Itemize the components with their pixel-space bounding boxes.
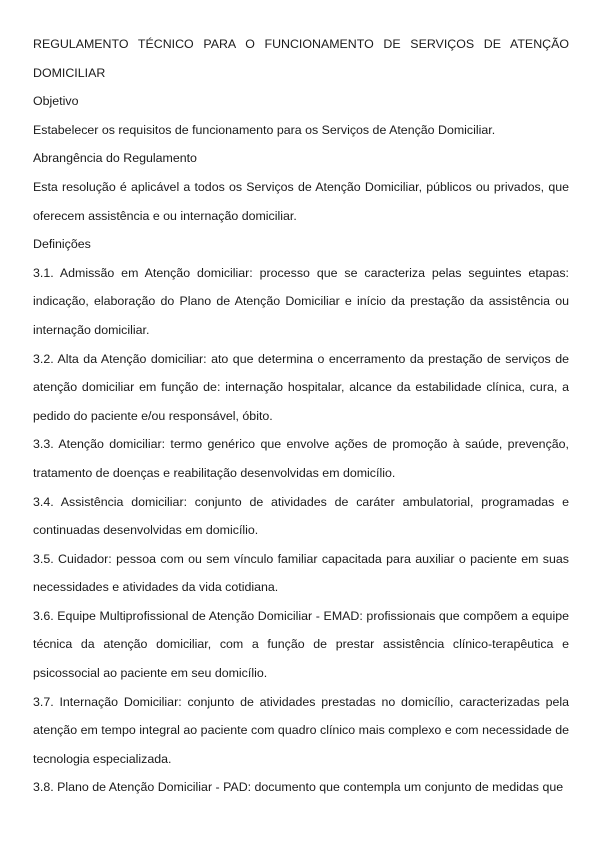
definition-3-7: 3.7. Internação Domiciliar: conjunto de atividades prestadas no domicílio, caracterizadas pela atenção em tempo integral ao paciente com quadro clínico mais complexo e com necessidade de tecnologia especializada. [33,694,569,766]
definition-3-3: 3.3. Atenção domiciliar: termo genérico que envolve ações de promoção à saúde, prevenção, tratamento de doenças e reabilitação desenvolvidas em domicílio. [33,437,569,480]
objective-heading: Objetivo [33,94,79,109]
definition-3-6: 3.6. Equipe Multiprofissional de Atenção Domiciliar - EMAD: profissionais que compõem a equipe técnica da atenção domiciliar, com a função de prestar assistência clínico-terapêutica e psicossocial ao paciente em seu domicílio. [33,608,569,681]
definitions-heading: Definições [33,237,91,252]
document-title: REGULAMENTO TÉCNICO PARA O FUNCIONAMENTO DE SERVIÇOS DE ATENÇÃO DOMICILIAR [33,37,569,80]
objective-text: Estabelecer os requisitos de funcionamento para os Serviços de Atenção Domiciliar. [33,122,496,137]
document-page [33,30,569,802]
definition-3-1: 3.1. Admissão em Atenção domiciliar: processo que se caracteriza pelas seguintes etapas: indicação, elaboração do Plano de Atenção Domiciliar e início da prestação da assistência ou internação domiciliar. [33,265,569,337]
scope-text: Esta resolução é aplicável a todos os Serviços de Atenção Domiciliar, públicos ou privados, que oferecem assistência e ou internação domiciliar. [33,179,569,223]
definition-3-5: 3.5. Cuidador: pessoa com ou sem vínculo familiar capacitada para auxiliar o paciente em suas necessidades e atividades da vida cotidiana. [33,551,569,595]
definition-3-4: 3.4. Assistência domiciliar: conjunto de atividades de caráter ambulatorial, programadas e continuadas desenvolvidas em domicílio. [33,494,569,538]
scope-heading: Abrangência do Regulamento [33,151,197,166]
definition-3-2: 3.2. Alta da Atenção domiciliar: ato que determina o encerramento da prestação de serviços de atenção domiciliar em função de: internação hospitalar, alcance da estabilidade clínica, cura, a pedido do paciente e/ou responsável, óbito. [33,351,569,423]
definition-3-8: 3.8. Plano de Atenção Domiciliar - PAD: documento que contempla um conjunto de medidas que [33,780,564,795]
